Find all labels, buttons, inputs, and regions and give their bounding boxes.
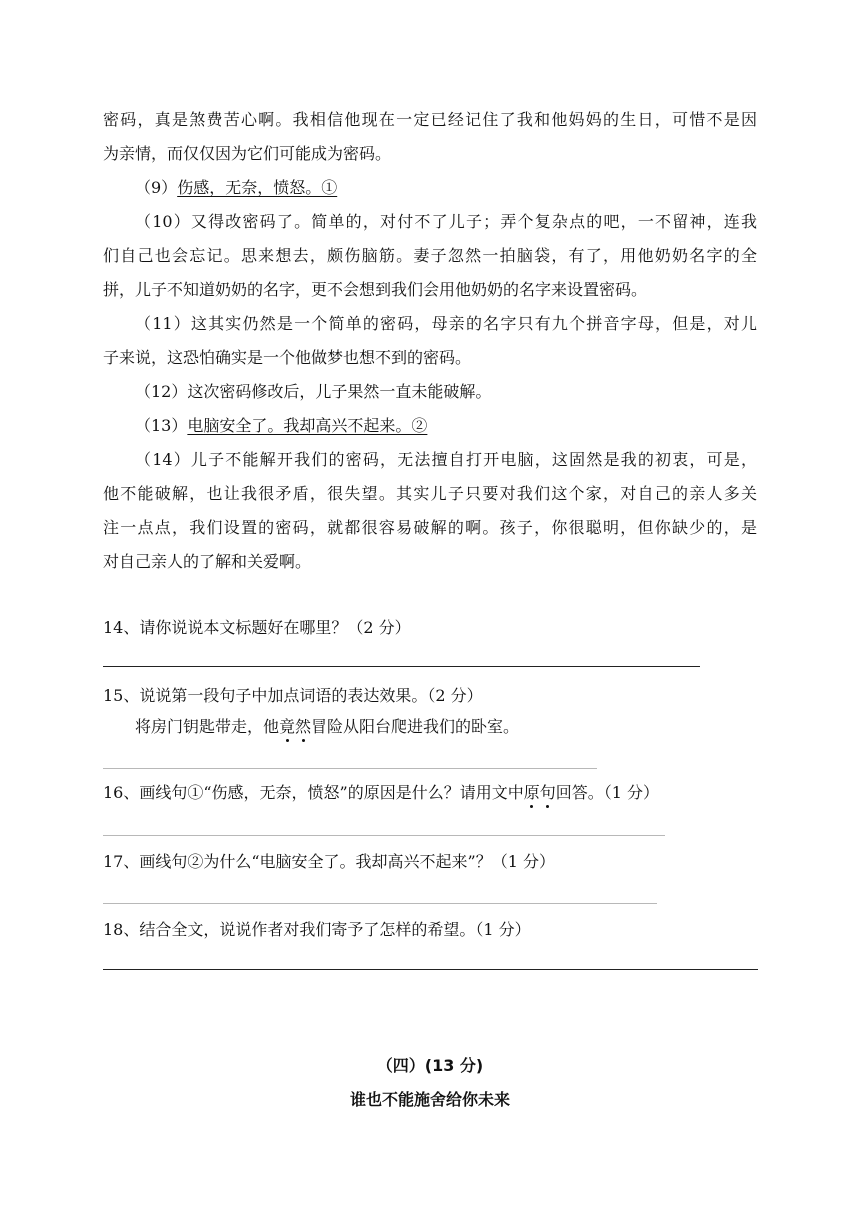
paragraph-number: （13） <box>135 416 188 435</box>
section-title: 谁也不能施舍给你未来 <box>349 1090 510 1109</box>
paragraph-9 <box>135 178 337 198</box>
answer-line-17[interactable] <box>103 903 657 904</box>
answer-line-15[interactable] <box>103 768 597 769</box>
question-17: 17、画线句②为什么“电脑安全了。我却高兴不起来”？（1 分） <box>103 852 555 871</box>
sentence-text: 将房门钥匙带走，他 <box>135 717 280 736</box>
section-heading: （四）(13 分) <box>376 1056 484 1075</box>
question-text: 16、画线句①“伤感，无奈，愤怒”的原因是什么？请用文中 <box>103 783 524 802</box>
passage-line: 拼，儿子不知道奶奶的名字，更不会想到我们会用他奶奶的名字来设置密码。 <box>103 280 648 299</box>
passage-line: （14）儿子不能解开我们的密码，无法擅自打开电脑，这固然是我的初衷，可是， <box>135 450 757 469</box>
passage-line: 为亲情，而仅仅因为它们可能成为密码。 <box>103 144 392 163</box>
question-14: 14、请你说说本文标题好在哪里？（2 分） <box>103 618 411 637</box>
answer-line-14[interactable] <box>103 666 700 667</box>
answer-line-16[interactable] <box>103 835 665 836</box>
question-16 <box>103 783 659 803</box>
passage-line: 注一点点，我们设置的密码，就都很容易破解的啊。孩子，你很聪明，但你缺少的，是 <box>103 518 757 537</box>
underlined-sentence-2: 电脑安全了。我却高兴不起来。② <box>187 416 428 435</box>
underlined-sentence-1: 伤感，无奈，愤怒。① <box>177 178 338 197</box>
paragraph-13 <box>135 416 427 436</box>
passage-line: 对自己亲人的了解和关爱啊。 <box>103 552 312 571</box>
passage-line: 密码，真是煞费苦心啊。我相信他现在一定已经记住了我和他妈妈的生日，可惜不是因 <box>103 110 757 129</box>
answer-line-18[interactable] <box>103 969 758 970</box>
passage-line: （10）又得改密码了。简单的，对付不了儿子；弄个复杂点的吧，一不留神，连我 <box>135 212 757 231</box>
question-15-sentence <box>135 717 519 737</box>
passage-line: （12）这次密码修改后，儿子果然一直未能破解。 <box>135 382 492 401</box>
passage-line: （11）这其实仍然是一个简单的密码，母亲的名字只有九个拼音字母，但是，对儿 <box>135 314 757 333</box>
dotted-word: 原句 <box>523 783 556 802</box>
question-18: 18、结合全文，说说作者对我们寄予了怎样的希望。（1 分） <box>103 920 531 939</box>
sentence-text: 冒险从阳台爬进我们的卧室。 <box>311 717 520 736</box>
passage-line: 们自己也会忘记。思来想去，颇伤脑筋。妻子忽然一拍脑袋，有了，用他奶奶名字的全 <box>103 246 757 265</box>
question-15: 15、说说第一段句子中加点词语的表达效果。（2 分） <box>103 686 483 705</box>
paragraph-number: （9） <box>135 178 178 197</box>
passage-line: 子来说，这恐怕确实是一个他做梦也想不到的密码。 <box>103 348 472 367</box>
passage-line: 他不能破解，也让我很矛盾，很失望。其实儿子只要对我们这个家，对自己的亲人多关 <box>103 484 757 503</box>
question-text: 回答。（1 分） <box>555 783 660 802</box>
dotted-word: 竟然 <box>279 717 312 736</box>
